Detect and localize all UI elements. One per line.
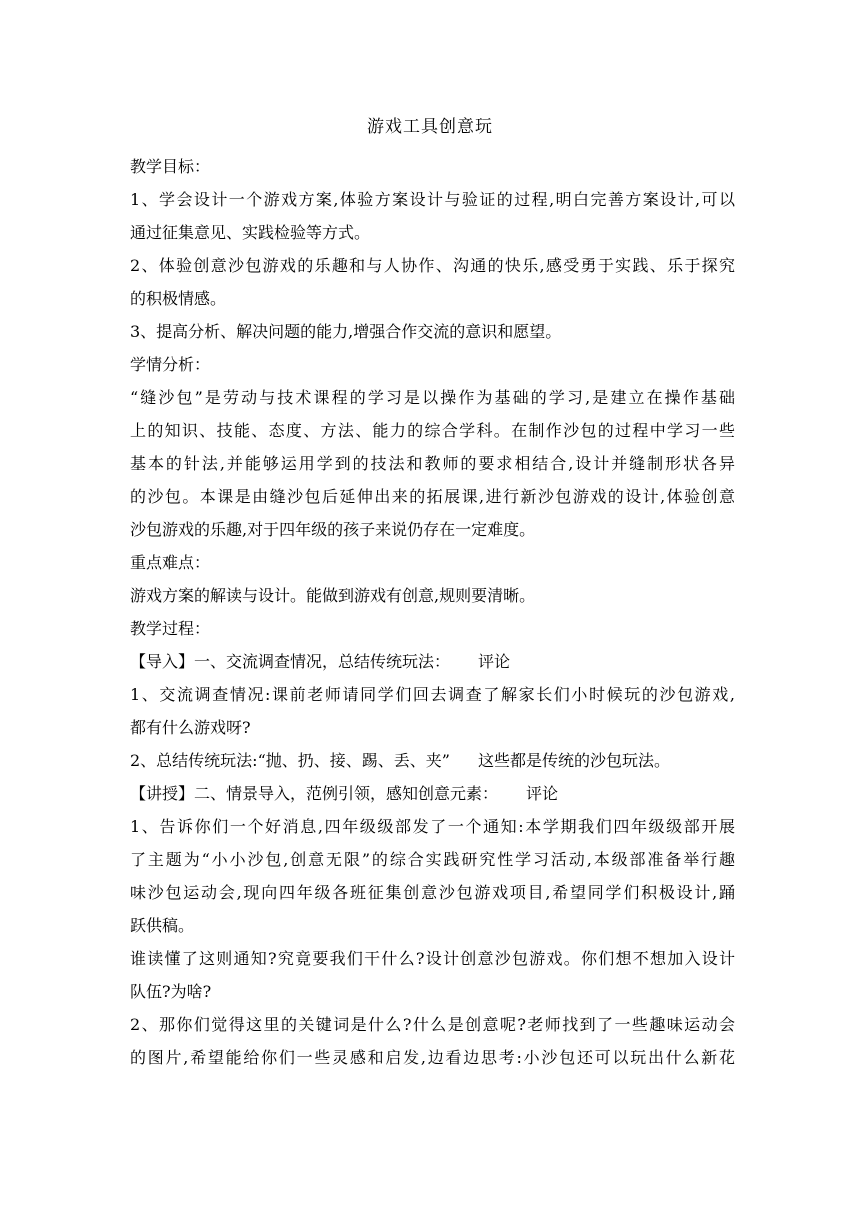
analysis-line-5: 沙包游戏的乐趣,对于四年级的孩子来说仍存在一定难度。 [130, 520, 536, 539]
document-title: 游戏工具创意玩 [367, 117, 493, 137]
analysis-line-1: “缝沙包”是劳动与技术课程的学习是以操作为基础的学习,是建立在操作基础 [130, 388, 735, 407]
teach-question-line-1: 谁读懂了这则通知?究竟要我们干什么?设计创意沙包游戏。你们想不想加入设计 [130, 949, 735, 968]
teach-item-1-line-4: 跃供稿。 [130, 916, 195, 935]
intro-item-2 [130, 744, 735, 777]
teach-section-label: 【讲授】二、情景导入，范例引领，感知创意元素： [130, 784, 499, 803]
teach-section-heading [130, 777, 735, 810]
difficulty-heading: 重点难点： [130, 553, 211, 572]
intro-section-heading [130, 645, 735, 678]
objective-2-line-1: 2、体验创意沙包游戏的乐趣和与人协作、沟通的快乐,感受勇于实践、乐于探究 [130, 256, 735, 275]
difficulty-text: 游戏方案的解读与设计。能做到游戏有创意,规则要清晰。 [130, 586, 536, 605]
analysis-line-2: 上的知识、技能、态度、方法、能力的综合学科。在制作沙包的过程中学习一些 [130, 421, 735, 440]
teach-item-2-line-2: 的图片,希望能给你们一些灵感和启发,边看边思考:小沙包还可以玩出什么新花 [130, 1048, 735, 1067]
analysis-line-4: 的沙包。本课是由缝沙包后延伸出来的拓展课,进行新沙包游戏的设计,体验创意 [130, 487, 735, 506]
process-heading: 教学过程： [130, 619, 211, 638]
intro-item-2-text: 2、总结传统玩法:“抛、扔、接、踢、丢、夹” [130, 751, 450, 770]
objective-1-line-2: 通过征集意见、实践检验等方式。 [130, 223, 371, 242]
teach-item-2-line-1: 2、那你们觉得这里的关键词是什么?什么是创意呢?老师找到了一些趣味运动会 [130, 1015, 735, 1034]
intro-item-1-line-2: 都有什么游戏呀? [130, 718, 251, 737]
intro-item-2-note: 这些都是传统的沙包玩法。 [477, 751, 670, 770]
intro-section-label: 【导入】一、交流调查情况，总结传统玩法： [130, 652, 451, 671]
teach-item-1-line-2: 了主题为“小小沙包,创意无限”的综合实践研究性学习活动,本级部准备举行趣 [130, 850, 735, 869]
objectives-heading: 教学目标： [130, 157, 211, 176]
objective-2-line-2: 的积极情感。 [130, 289, 227, 308]
analysis-line-3: 基本的针法,并能够运用学到的技法和教师的要求相结合,设计并缝制形状各异 [130, 454, 735, 473]
analysis-heading: 学情分析： [130, 355, 211, 374]
objective-3: 3、提高分析、解决问题的能力,增强合作交流的意识和愿望。 [130, 322, 562, 341]
teach-item-1-line-3: 味沙包运动会,现向四年级各班征集创意沙包游戏项目,希望同学们积极设计,踊 [130, 883, 735, 902]
intro-comment-link[interactable]: 评论 [478, 652, 511, 671]
teach-item-1-line-1: 1、告诉你们一个好消息,四年级级部发了一个通知:本学期我们四年级级部开展 [130, 817, 735, 836]
document-body [130, 150, 735, 1074]
objective-1-line-1: 1、学会设计一个游戏方案,体验方案设计与验证的过程,明白完善方案设计,可以 [130, 190, 735, 209]
teach-question-line-2: 队伍?为啥? [130, 982, 212, 1001]
teach-comment-link[interactable]: 评论 [526, 784, 559, 803]
intro-item-1-line-1: 1、交流调查情况:课前老师请同学们回去调查了解家长们小时候玩的沙包游戏, [130, 685, 735, 704]
